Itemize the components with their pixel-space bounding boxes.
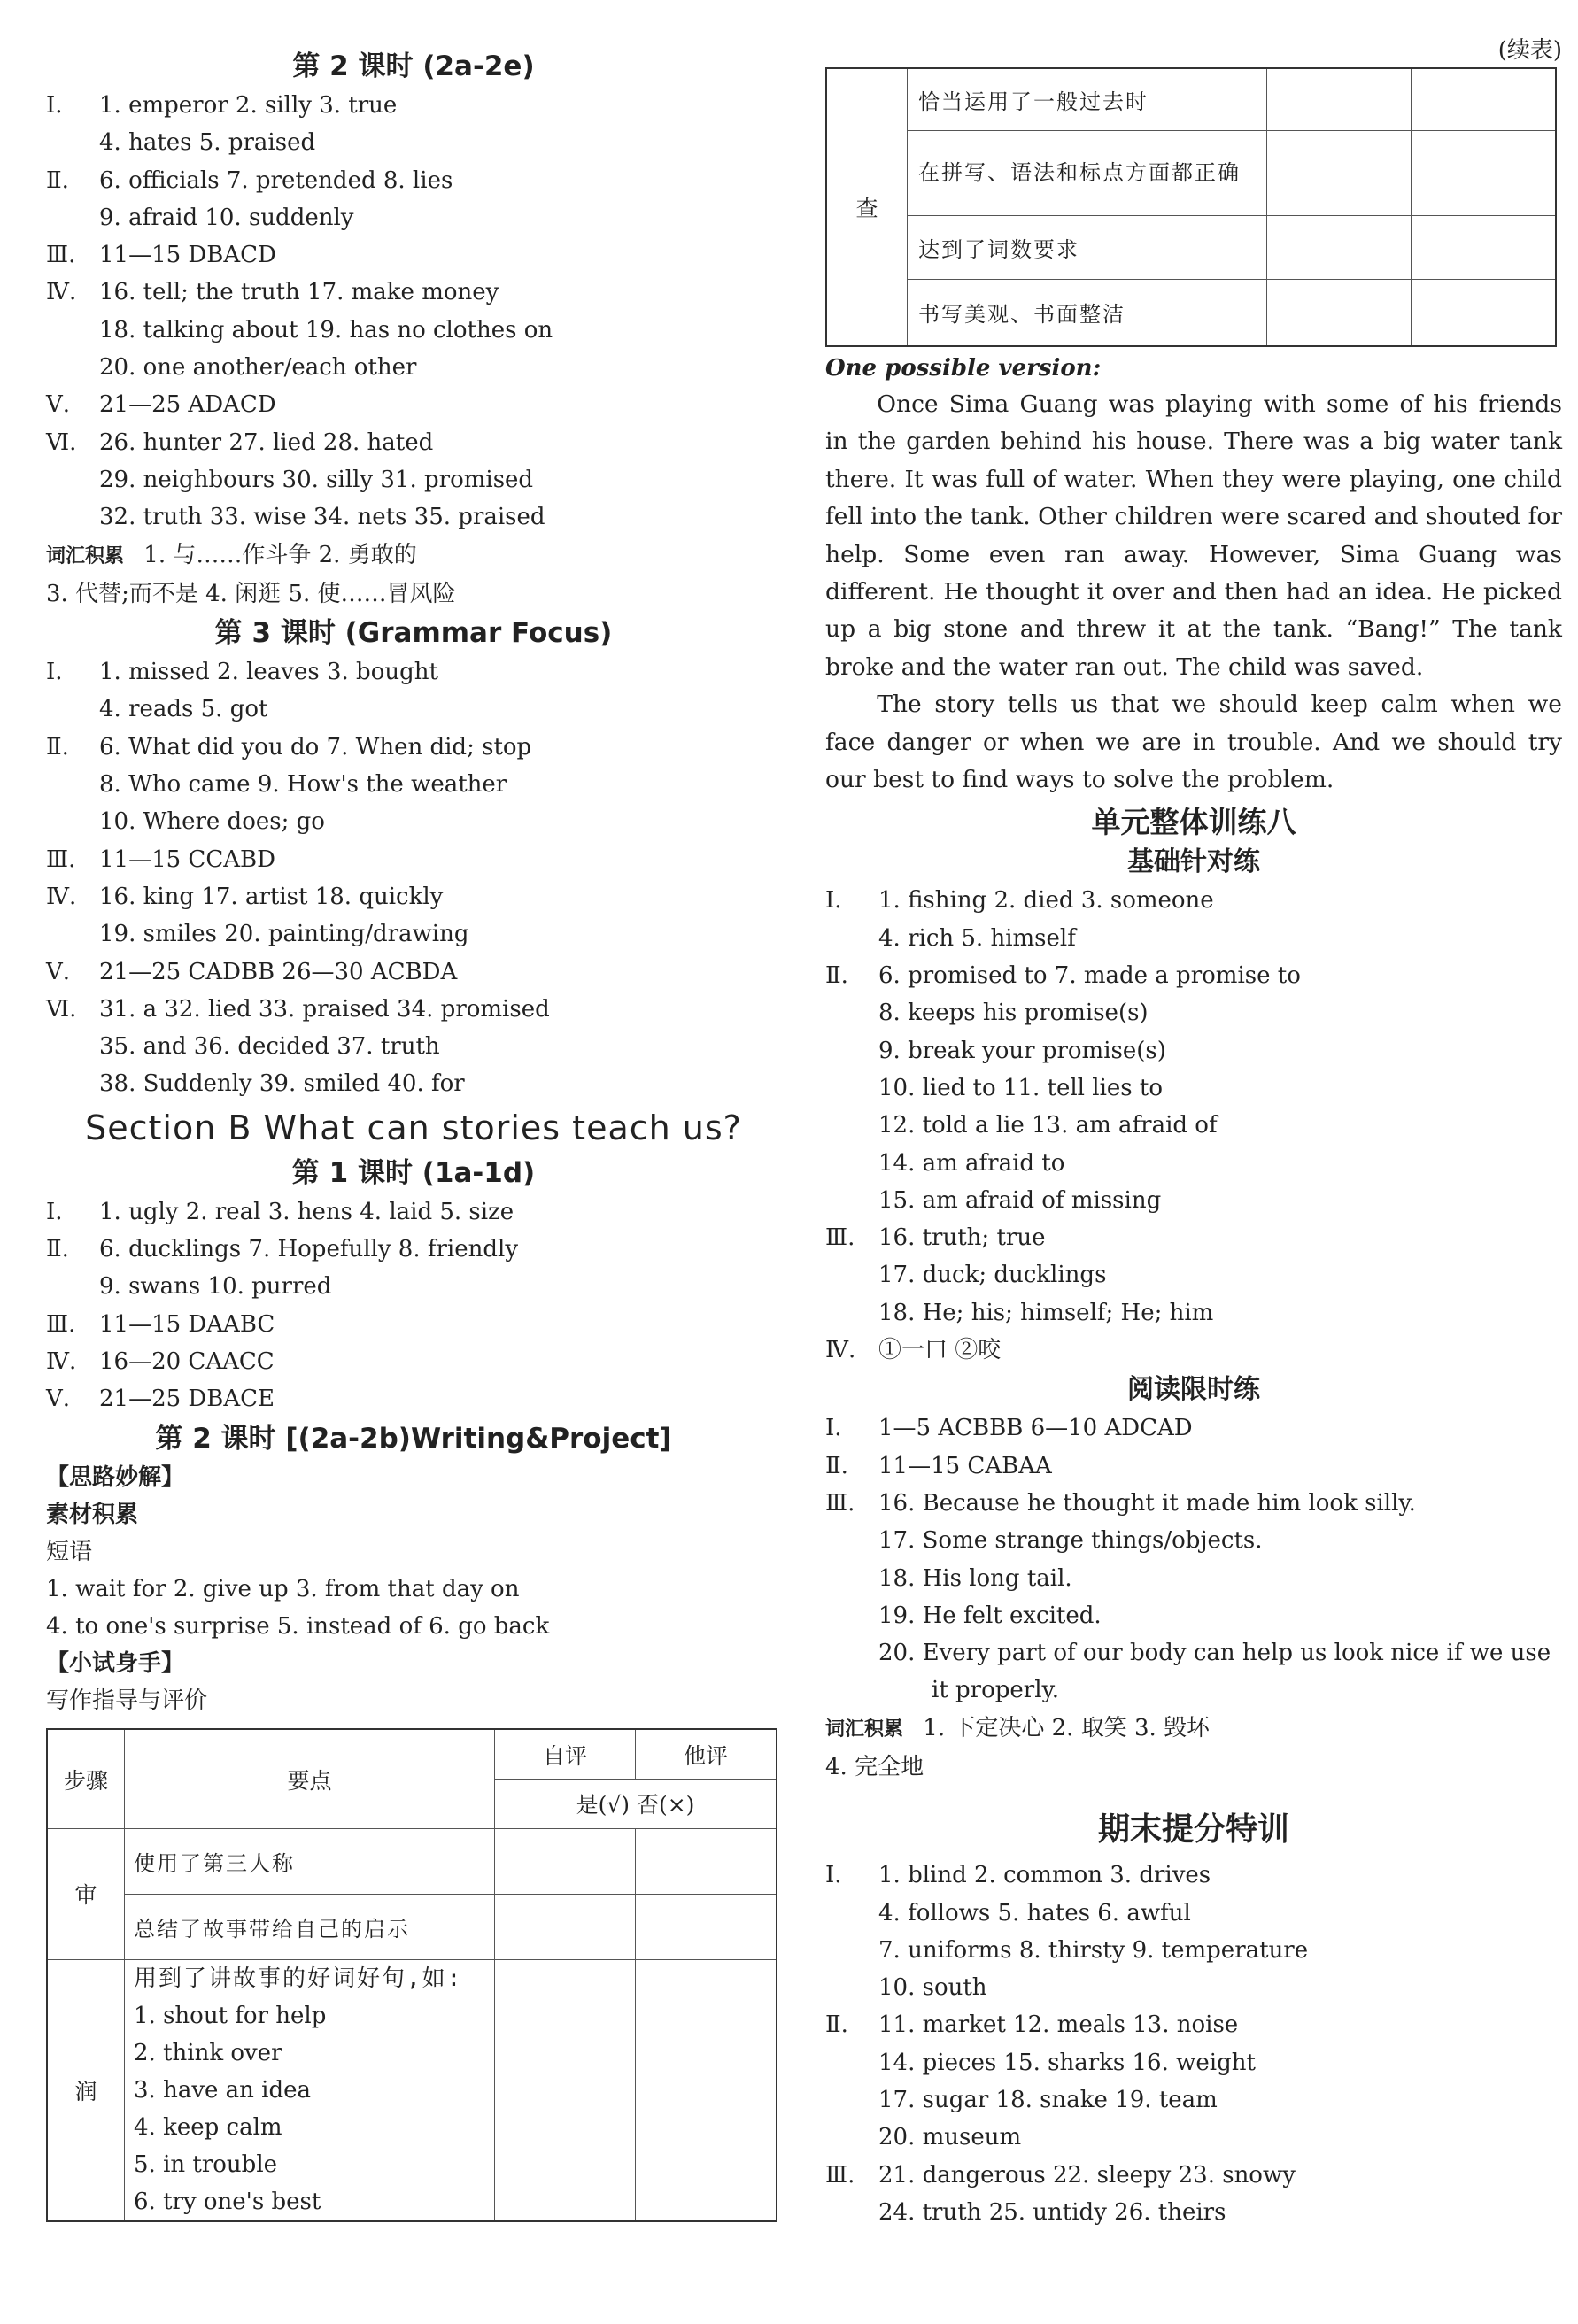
criterion-neatness: 书写美观、书面整洁 [908, 279, 1267, 346]
answer-line [46, 312, 781, 349]
answer-text: 21—25 DBACE [99, 1386, 275, 1413]
answer-line [825, 1857, 1562, 1894]
answer-line [825, 1182, 1562, 1219]
question-number: Ⅱ. [46, 1236, 69, 1263]
answer-line [46, 124, 781, 161]
answer-text: 1—5 ACBBB 6—10 ADCAD [878, 1415, 1193, 1442]
answer-line [825, 1895, 1562, 1932]
answer-text: 15. am afraid of missing [878, 1186, 1162, 1214]
answer-line [825, 1332, 1562, 1369]
answer-text: 14. am afraid to [878, 1149, 1065, 1177]
vocab-line-2: 3. 代替;而不是 4. 闲逛 5. 使……冒风险 [46, 580, 456, 607]
answer-text: 31. a 32. lied 33. praised 34. promised [99, 995, 550, 1023]
basic-practice-answers [825, 882, 1562, 1369]
self-eval-cell [1267, 130, 1412, 215]
guide-heading: 写作指导与评价 [46, 1687, 208, 1715]
right-column [825, 0, 1562, 2231]
answer-text: 1. missed 2. leaves 3. bought [99, 659, 438, 686]
polish-criteria [125, 1959, 495, 2221]
lesson-3-title: 第 3 课时 (Grammar Focus) [214, 617, 613, 650]
answer-line [825, 1107, 1562, 1144]
answer-text: 11—15 DAABC [99, 1310, 275, 1338]
question-number: Ⅱ. [46, 166, 69, 194]
section-b-lesson-1-answers [46, 1193, 781, 1418]
question-number: Ⅰ. [825, 1862, 842, 1889]
question-number: Ⅳ. [46, 279, 77, 306]
answer-text: 16. tell; the truth 17. make money [99, 279, 499, 306]
answer-text: 21. dangerous 22. sleepy 23. snowy [878, 2161, 1296, 2189]
answer-line [46, 386, 781, 423]
criterion-past-tense: 恰当运用了一般过去时 [908, 68, 1267, 130]
phrases-label: 短语 [46, 1538, 93, 1565]
question-number: Ⅰ. [46, 659, 63, 686]
essay-paragraph-2: The story tells us that we should keep calm when we face danger or when we are in trouble. And we should try our best to find ways to solve the problem. [825, 691, 1562, 794]
answer-text: 4. follows 5. hates 6. awful [878, 1899, 1191, 1926]
question-number: Ⅲ. [825, 2161, 855, 2189]
unit-8-title: 单元整体训练八 [1091, 805, 1296, 840]
polish-item: 5. in trouble [134, 2150, 278, 2178]
answer-text: 19. He felt excited. [878, 1602, 1102, 1629]
peer-eval-cell [1412, 215, 1557, 279]
answer-line [46, 1268, 781, 1305]
answer-text: 17. Some strange things/objects. [878, 1527, 1263, 1555]
question-number: Ⅳ. [825, 1337, 856, 1364]
answer-line [825, 2081, 1562, 2119]
left-column [46, 0, 781, 2222]
try-heading: 【小试身手】 [46, 1650, 185, 1678]
answer-line [825, 920, 1562, 957]
answer-line [825, 1448, 1562, 1485]
answer-text: 9. swans 10. purred [99, 1273, 332, 1301]
lesson-2-answers [46, 87, 781, 537]
question-number: Ⅳ. [46, 1347, 77, 1375]
answer-line [46, 199, 781, 236]
answer-line [825, 1932, 1562, 1969]
question-number: Ⅲ. [46, 1310, 76, 1338]
reading-vocab-line-2: 4. 完全地 [825, 1754, 924, 1780]
criterion-lesson: 总结了故事带给自己的启示 [125, 1894, 495, 1959]
reading-vocab-line-1 [825, 1710, 1562, 1749]
answer-line [46, 349, 781, 386]
question-number: Ⅰ. [46, 1198, 63, 1225]
step-review: 审 [47, 1828, 125, 1959]
answer-line [825, 1969, 1562, 2006]
answer-text: 38. Suddenly 39. smiled 40. for [99, 1070, 465, 1098]
answer-line [46, 424, 781, 461]
answer-line [825, 1597, 1562, 1634]
answer-line [825, 2119, 1562, 2156]
answer-text: 9. afraid 10. suddenly [99, 204, 354, 231]
header-peer: 他评 [636, 1729, 777, 1779]
peer-eval-cell [1412, 279, 1557, 346]
answer-line [46, 274, 781, 311]
answer-line [46, 87, 781, 124]
polish-item: 2. think over [134, 2039, 282, 2066]
answer-line [825, 1219, 1562, 1256]
answer-text: 24. truth 25. untidy 26. theirs [878, 2198, 1226, 2226]
answer-text: 11—15 DBACD [99, 242, 276, 269]
answer-line [46, 1193, 781, 1231]
question-number: Ⅲ. [825, 1224, 855, 1252]
reading-answer-20-text: 20. Every part of our body can help us look nice if we use it properly. [878, 1640, 1551, 1704]
answer-line [46, 766, 781, 803]
answer-line [825, 2006, 1562, 2043]
question-number: Ⅱ. [825, 962, 848, 990]
self-eval-cell [1267, 215, 1412, 279]
answer-line [46, 841, 781, 878]
vocab-label: 词汇积累 [46, 544, 125, 567]
peer-eval-cell [636, 1894, 777, 1959]
polish-item: 6. try one's best [134, 2188, 321, 2215]
answer-text: 4. hates 5. praised [99, 129, 316, 157]
answer-text: 20. one another/each other [99, 354, 417, 382]
answer-text: 29. neighbours 30. silly 31. promised [99, 466, 534, 493]
answer-line [825, 1256, 1562, 1293]
writing-lesson-title: 第 2 课时 [(2a-2b)Writing&Project] [155, 1422, 672, 1455]
lesson-3-answers [46, 653, 781, 1103]
question-number: Ⅵ. [46, 995, 77, 1023]
answer-text: 14. pieces 15. sharks 16. weight [878, 2049, 1256, 2076]
answer-line [46, 1343, 781, 1380]
header-step: 步骤 [47, 1729, 125, 1828]
answer-text: 8. Who came 9. How's the weather [99, 771, 507, 799]
answer-line [46, 162, 781, 199]
answer-line [825, 1145, 1562, 1182]
answer-line [825, 1522, 1562, 1559]
header-points: 要点 [125, 1729, 495, 1828]
answer-line [46, 1231, 781, 1268]
section-b-lesson-1-title: 第 1 课时 (1a-1d) [291, 1156, 536, 1189]
answer-text: 16—20 CAACC [99, 1347, 275, 1375]
answer-text: 6. What did you do 7. When did; stop [99, 733, 532, 761]
reading-practice-title: 阅读限时练 [1127, 1374, 1260, 1406]
answer-line [825, 1032, 1562, 1069]
answer-text: 10. Where does; go [99, 808, 325, 836]
answer-line [46, 461, 781, 498]
answer-text: 16. king 17. artist 18. quickly [99, 883, 444, 910]
answer-line [825, 2157, 1562, 2194]
answer-text: 18. His long tail. [878, 1564, 1072, 1592]
answer-text: 1. emperor 2. silly 3. true [99, 92, 398, 119]
answer-text: 1. ugly 2. real 3. hens 4. laid 5. size [99, 1198, 514, 1225]
answer-text: 11—15 CCABD [99, 845, 275, 873]
self-eval-cell [1267, 68, 1412, 130]
answer-line [46, 954, 781, 991]
answer-line [825, 1409, 1562, 1447]
self-eval-cell [495, 1959, 636, 2221]
answer-text: 18. talking about 19. has no clothes on [99, 316, 553, 344]
answer-line [46, 1065, 781, 1102]
answer-line [46, 236, 781, 274]
lesson-2-title: 第 2 课时 (2a-2e) [292, 50, 535, 82]
step-check: 查 [826, 68, 908, 346]
answer-text: 12. told a lie 13. am afraid of [878, 1112, 1218, 1139]
vocab-line-1 [46, 537, 781, 575]
answer-text: 9. break your promise(s) [878, 1037, 1166, 1064]
header-self: 自评 [495, 1729, 636, 1779]
version-label: One possible version: [825, 355, 1102, 382]
answer-text: 26. hunter 27. lied 28. hated [99, 429, 434, 456]
self-eval-cell [495, 1828, 636, 1894]
answer-line [825, 2194, 1562, 2231]
answer-line [46, 1380, 781, 1417]
step-polish: 润 [47, 1959, 125, 2221]
peer-eval-cell [1412, 68, 1557, 130]
thinking-heading: 【思路妙解】 [46, 1463, 185, 1491]
answer-line [46, 878, 781, 915]
answer-text: 17. sugar 18. snake 19. team [878, 2087, 1218, 2114]
vocab-text: 1. 与……作斗争 2. 勇敢的 [143, 541, 417, 568]
phrases-line-1: 1. wait for 2. give up 3. from that day on [46, 1575, 520, 1602]
answer-line [46, 1028, 781, 1065]
answer-text: 21—25 CADBB 26—30 ACBDA [99, 958, 458, 985]
answer-text: 1. blind 2. common 3. drives [878, 1862, 1211, 1889]
question-number: Ⅴ. [46, 391, 71, 419]
answer-text: 35. and 36. decided 37. truth [99, 1033, 440, 1061]
answer-text: ①一口 ②咬 [878, 1337, 1002, 1364]
answer-text: 1. fishing 2. died 3. someone [878, 887, 1214, 915]
answer-text: 32. truth 33. wise 34. nets 35. praised [99, 504, 545, 531]
final-exam-answers [825, 1857, 1562, 2231]
answer-line [46, 691, 781, 728]
material-heading: 素材积累 [46, 1501, 139, 1528]
criterion-word-count: 达到了词数要求 [908, 215, 1267, 279]
polish-item: 4. keep calm [134, 2113, 282, 2141]
answer-text: 11—15 CABAA [878, 1452, 1052, 1479]
question-number: Ⅰ. [825, 887, 842, 915]
answer-text: 11. market 12. meals 13. noise [878, 2011, 1239, 2039]
section-b-title: Section B What can stories teach us? [85, 1108, 742, 1147]
question-number: Ⅳ. [46, 883, 77, 910]
answer-line [825, 1560, 1562, 1597]
header-yes-no: 是(√) 否(×) [495, 1779, 777, 1828]
criterion-correctness: 在拼写、语法和标点方面都正确 [908, 130, 1267, 215]
answer-text: 7. uniforms 8. thirsty 9. temperature [878, 1936, 1309, 1964]
vocab-text: 1. 下定决心 2. 取笑 3. 毁坏 [923, 1714, 1211, 1741]
answer-text: 6. ducklings 7. Hopefully 8. friendly [99, 1236, 519, 1263]
phrases-line-2: 4. to one's surprise 5. instead of 6. go back [46, 1613, 550, 1641]
polish-item: 3. have an idea [134, 2076, 312, 2104]
vocab-label: 词汇积累 [825, 1718, 904, 1741]
answer-line [825, 882, 1562, 919]
answer-text: 16. truth; true [878, 1224, 1046, 1252]
peer-eval-cell [636, 1828, 777, 1894]
answer-line [46, 1306, 781, 1343]
answer-line [46, 991, 781, 1028]
answer-line [46, 498, 781, 536]
reading-answer-20 [825, 1634, 1562, 1710]
answer-text: 10. south [878, 1974, 987, 2002]
answer-text: 21—25 ADACD [99, 391, 276, 419]
continued-label: (续表) [1497, 37, 1562, 64]
final-exam-title: 期末提分特训 [1097, 1811, 1289, 1849]
answer-text: 18. He; his; himself; He; him [878, 1299, 1214, 1326]
answer-line [46, 915, 781, 953]
criterion-third-person: 使用了第三人称 [125, 1828, 495, 1894]
question-number: Ⅲ. [46, 242, 76, 269]
answer-text: 16. Because he thought it made him look silly. [878, 1489, 1416, 1517]
basic-practice-title: 基础针对练 [1127, 846, 1260, 878]
self-eval-cell [1267, 279, 1412, 346]
question-number: Ⅴ. [46, 958, 71, 985]
essay-paragraph-1: Once Sima Guang was playing with some of his friends in the garden behind his house. There was a big water tank there. It was full of water. When they were playing, one child fell into the tank. Other children were scared and shouted for help. Some even ran away. However, Sima Guang was different. He thought it over and then had an idea. He picked up a big stone and threw it at the tank. “Bang!” The tank broke and the water ran out. The child was saved. [825, 390, 1562, 681]
answer-text: 4. reads 5. got [99, 696, 268, 723]
answer-line [46, 729, 781, 766]
reading-practice-answers [825, 1409, 1562, 1634]
answer-line [825, 1069, 1562, 1107]
question-number: Ⅴ. [46, 1386, 71, 1413]
answer-line [825, 994, 1562, 1031]
answer-line [46, 653, 781, 691]
question-number: Ⅰ. [46, 92, 63, 119]
polish-intro: 用到了讲故事的好词好句,如: [134, 1965, 463, 1992]
answer-text: 20. museum [878, 2124, 1022, 2151]
question-number: Ⅲ. [825, 1489, 855, 1517]
peer-eval-cell [636, 1959, 777, 2221]
answer-line [825, 2044, 1562, 2081]
answer-line [825, 1485, 1562, 1522]
answer-text: 6. officials 7. pretended 8. lies [99, 166, 453, 194]
answer-text: 6. promised to 7. made a promise to [878, 962, 1301, 990]
writing-evaluation-table [46, 1728, 777, 2222]
answer-text: 8. keeps his promise(s) [878, 1000, 1149, 1027]
writing-evaluation-table-continued [825, 67, 1557, 347]
question-number: Ⅱ. [825, 2011, 848, 2039]
answer-line [825, 957, 1562, 994]
answer-text: 19. smiles 20. painting/drawing [99, 921, 469, 948]
peer-eval-cell [1412, 130, 1557, 215]
answer-text: 10. lied to 11. tell lies to [878, 1074, 1163, 1101]
answer-line [825, 1294, 1562, 1332]
question-number: Ⅱ. [46, 733, 69, 761]
question-number: Ⅲ. [46, 845, 76, 873]
question-number: Ⅱ. [825, 1452, 848, 1479]
question-number: Ⅵ. [46, 429, 77, 456]
polish-item: 1. shout for help [134, 2002, 327, 2029]
answer-line [46, 803, 781, 840]
answer-text: 4. rich 5. himself [878, 924, 1076, 952]
self-eval-cell [495, 1894, 636, 1959]
question-number: Ⅰ. [825, 1415, 842, 1442]
answer-text: 17. duck; ducklings [878, 1262, 1107, 1289]
